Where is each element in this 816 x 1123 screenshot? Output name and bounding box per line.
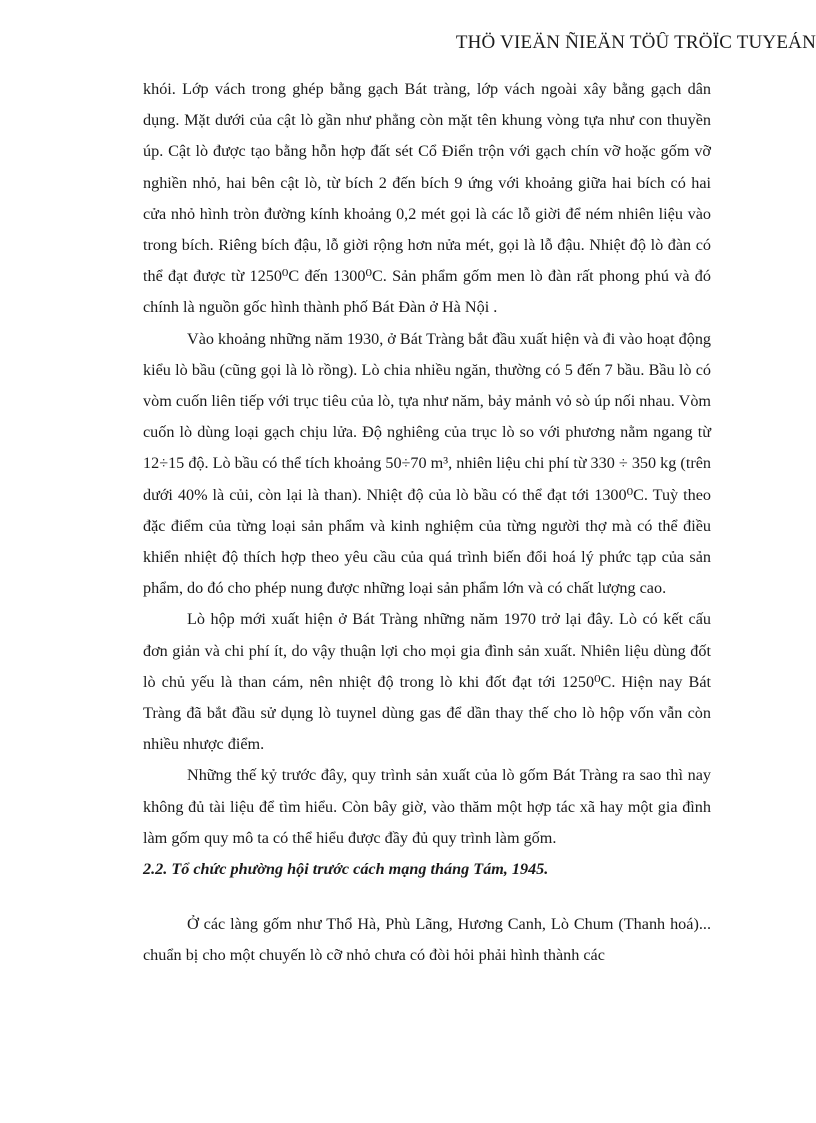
section-heading: 2.2. Tổ chức phường hội trước cách mạng tháng Tám, 1945. [143, 860, 549, 879]
paragraph-guild-organization: Ở các làng gốm như Thổ Hà, Phù Lãng, Hương Canh, Lò Chum (Thanh hoá)... chuẩn bị cho một chuyến lò cỡ nhỏ chưa có đòi hỏi phải hình thành các [143, 915, 711, 965]
document-body [143, 74, 711, 972]
paragraph-production-process: Những thế kỷ trước đây, quy trình sản xuất của lò gốm Bát Tràng ra sao thì nay không đủ tài liệu để tìm hiểu. Còn bây giờ, vào thăm một hợp tác xã hay một gia đình làm gốm quy mô ta có thể hiểu được đầy đủ quy trình làm gốm. [143, 766, 711, 847]
paragraph-kiln-structure: khói. Lớp vách trong ghép bằng gạch Bát tràng, lớp vách ngoài xây bằng gạch dân dụng. Mặt dưới của cật lò gần như phẳng còn mặt tên khung vòng tựa như con thuyền úp. Cật lò được tạo bằng hỗn hợp đất sét Cổ Điển trộn với gạch chín vỡ hoặc gốm vỡ nghiền nhỏ, hai bên cật lò, từ bích 2 đến bích 9 ứng với khoảng giữa hai bích có hai cửa nhỏ hình tròn đường kính khoảng 0,2 mét gọi là các lỗ giời để ném nhiên liệu vào trong bích. Riêng bích đậu, lỗ giời rộng hơn nửa mét, gọi là lỗ đậu. Nhiệt độ lò đàn có thể đạt được từ 1250⁰C đến 1300⁰C. Sản phẩm gốm men lò đàn rất phong phú và đó chính là nguồn gốc hình thành phố Bát Đàn ở Hà Nội . [143, 80, 711, 317]
paragraph-box-kiln: Lò hộp mới xuất hiện ở Bát Tràng những năm 1970 trở lại đây. Lò có kết cấu đơn giản và chi phí ít, do vậy thuận lợi cho mọi gia đình sản xuất. Nhiên liệu dùng đốt lò chủ yếu là than cám, nên nhiệt độ trong lò khi đốt đạt tới 1250⁰C. Hiện nay Bát Tràng đã bắt đầu sử dụng lò tuynel dùng gas để dần thay thế cho lò hộp vốn vẫn còn nhiều nhược điểm. [143, 610, 711, 754]
page-header: THÖ VIEÄN ÑIEÄN TÖÛ TRÖÏC TUYEÁN [455, 32, 816, 53]
paragraph-bau-kiln: Vào khoảng những năm 1930, ở Bát Tràng bắt đầu xuất hiện và đi vào hoạt động kiểu lò bầu (cũng gọi là lò rồng). Lò chia nhiều ngăn, thường có 5 đến 7 bầu. Bầu lò có vòm cuốn liên tiếp với trục tiêu của lò, tựa như năm, bảy mảnh vỏ sò úp nối nhau. Vòm cuốn lò dùng loại gạch chịu lửa. Độ nghiêng của trục lò so với phương nằm ngang từ 12÷15 độ. Lò bầu có thể tích khoảng 50÷70 m³, nhiên liệu chi phí từ 330 ÷ 350 kg (trên dưới 40% là củi, còn lại là than). Nhiệt độ của lò bầu có thể đạt tới 1300⁰C. Tuỳ theo đặc điểm của từng loại sản phẩm và kinh nghiệm của từng người thợ mà có thể điều khiển nhiệt độ thích hợp theo yêu cầu của quá trình biến đổi hoá lý phức tạp của sản phẩm, do đó cho phép nung được những loại sản phẩm lớn và có chất lượng cao. [143, 329, 712, 598]
